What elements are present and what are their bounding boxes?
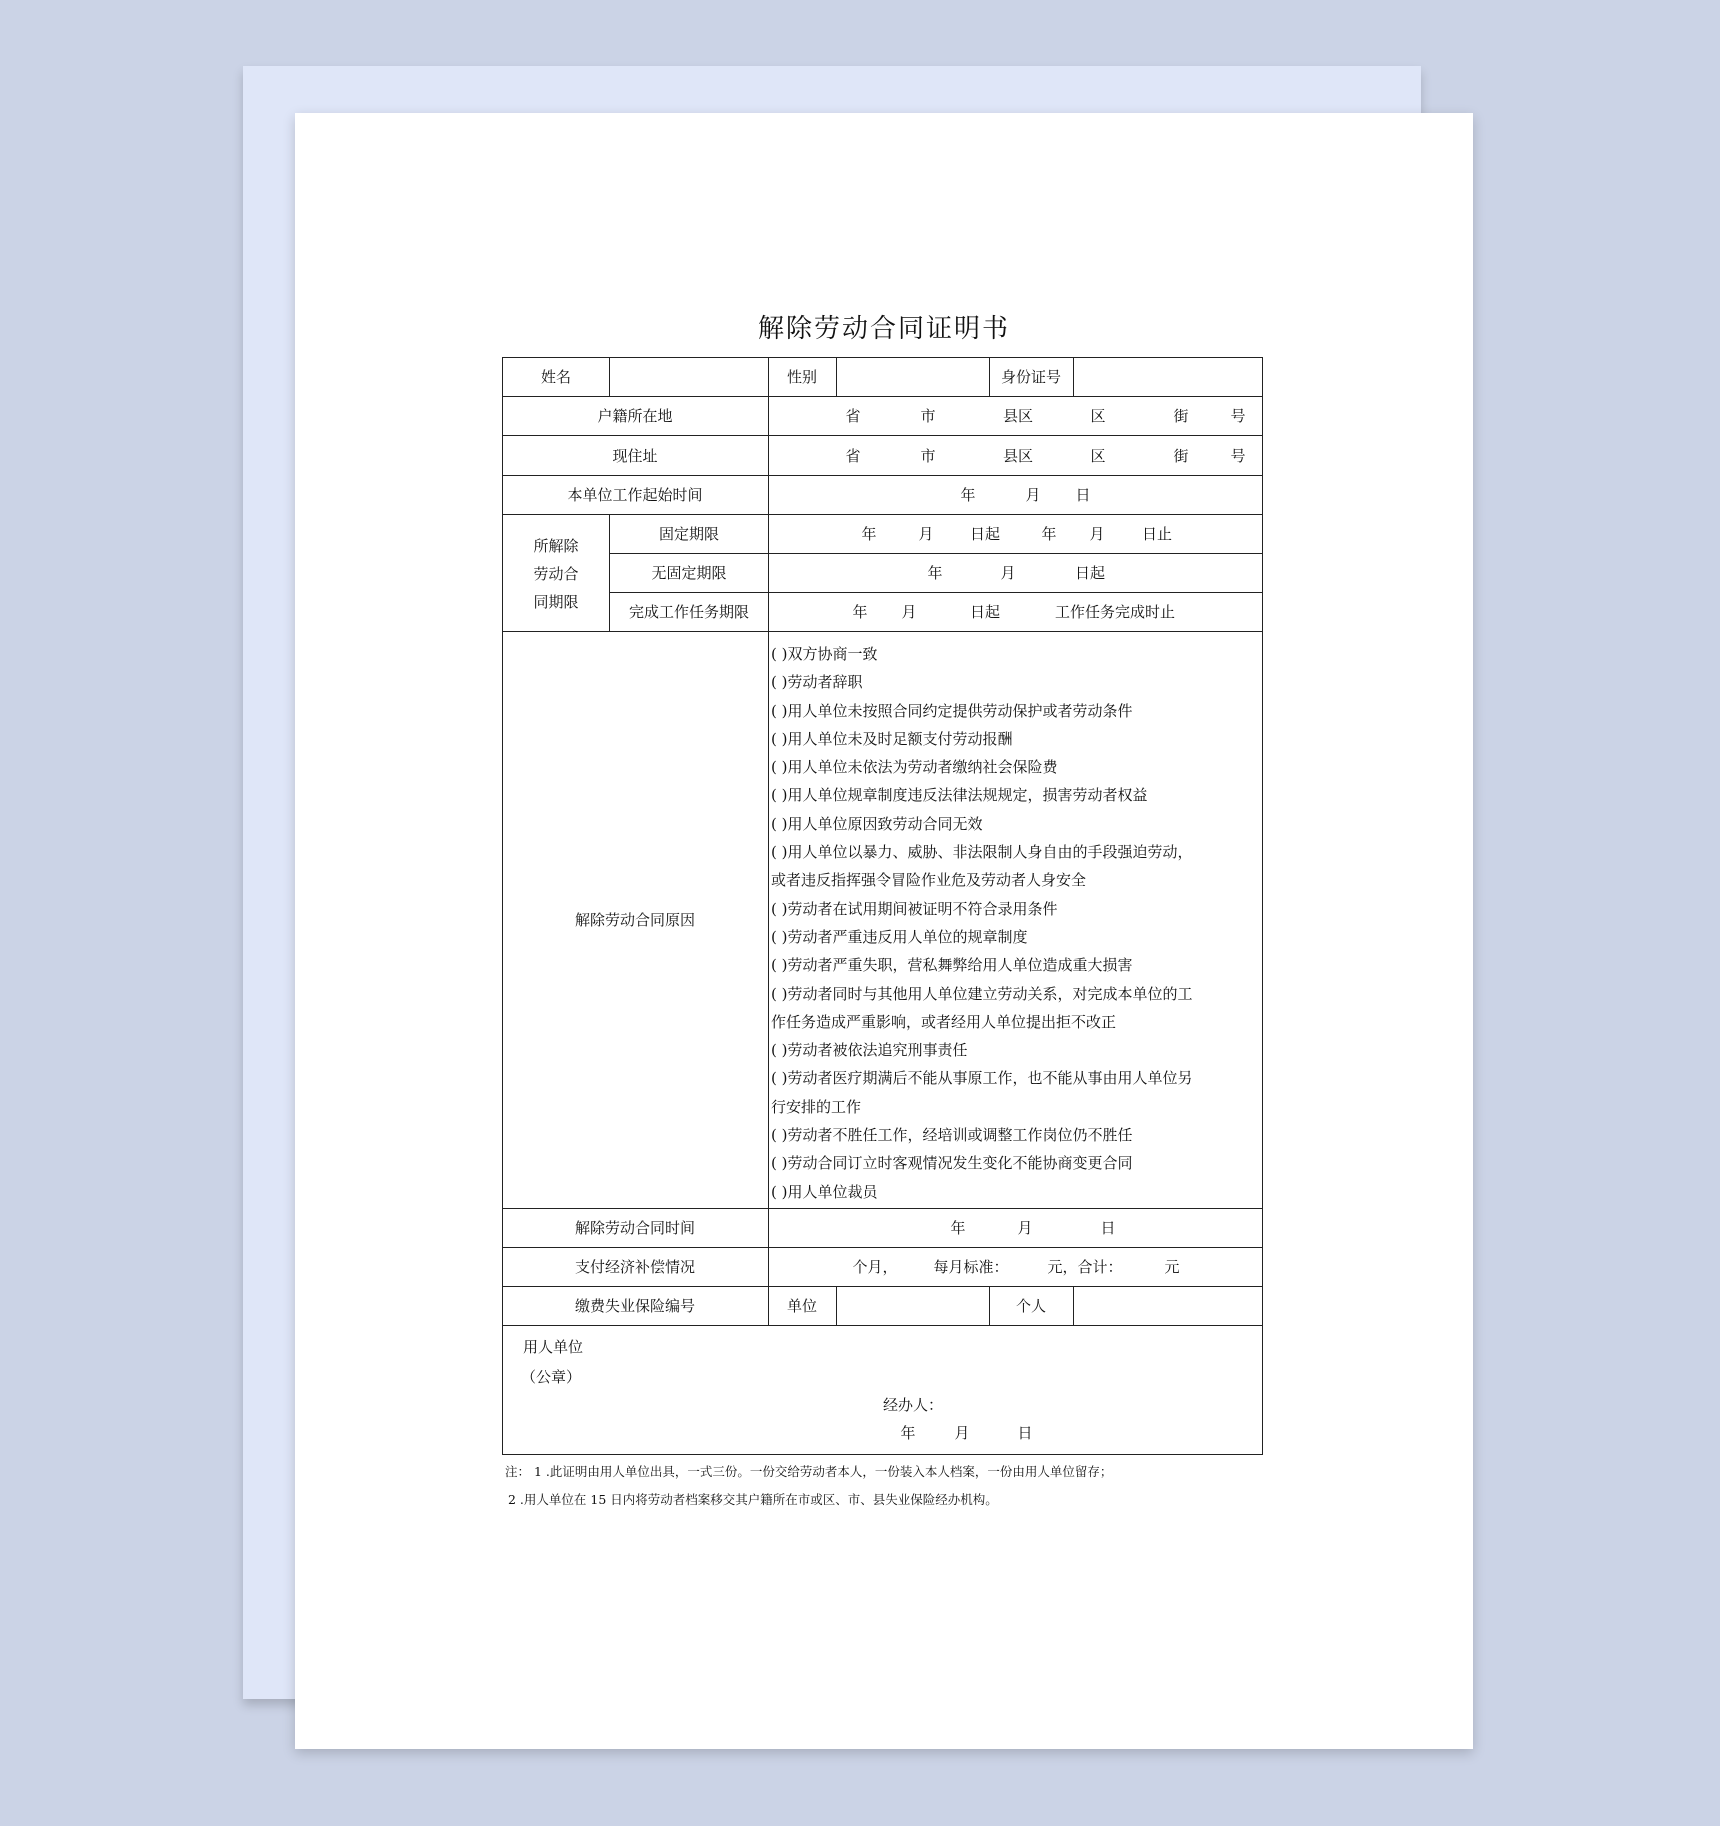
reason-item[interactable]: ( )劳动者不胜任工作，经培训或调整工作岗位仍不胜任 [771, 1126, 1133, 1145]
compensation-label: 支付经济补偿情况 [574, 1258, 696, 1276]
unit-number: 号 [1230, 447, 1246, 465]
unit-month: 月 [1017, 1219, 1033, 1237]
unit-day: 日 [1100, 1219, 1116, 1237]
insurance-unit-label: 单位 [786, 1297, 818, 1315]
term-group-label-line2: 劳动合 [533, 565, 579, 583]
unit-district: 区 [1090, 407, 1106, 425]
start-time-label: 本单位工作起始时间 [567, 486, 703, 504]
unit-month: 月 [1025, 486, 1041, 504]
reason-item[interactable]: ( )劳动合同订立时客观情况发生变化不能协商变更合同 [771, 1154, 1133, 1173]
unit-year: 年 [927, 564, 943, 582]
row-divider [609, 592, 1262, 593]
gender-label: 性别 [786, 368, 818, 386]
unit-month: 月 [901, 603, 917, 621]
reason-cell [503, 631, 1262, 1208]
unit-month: 月 [918, 525, 934, 543]
id-number-field[interactable] [1074, 358, 1262, 396]
unit-county: 县区 [1002, 407, 1034, 425]
seal-label: （公章） [521, 1368, 582, 1386]
open-term-label: 无固定期限 [651, 564, 727, 582]
name-label: 姓名 [540, 368, 572, 386]
col-divider [989, 1286, 990, 1325]
current-address-label: 现住址 [612, 447, 658, 465]
gender-field[interactable] [837, 358, 989, 396]
reason-item[interactable]: ( )用人单位规章制度违反法律法规规定，损害劳动者权益 [771, 786, 1148, 805]
unit-year: 年 [950, 1219, 966, 1237]
row-divider [503, 435, 1262, 436]
unit-year: 年 [900, 1424, 916, 1442]
unit-province: 省 [845, 447, 861, 465]
unit-year: 年 [1041, 525, 1057, 543]
name-field[interactable] [610, 358, 768, 396]
total-label: 元，合计： [1047, 1258, 1123, 1276]
insurance-personal-field[interactable] [1074, 1286, 1262, 1325]
unit-province: 省 [845, 407, 861, 425]
hukou-label: 户籍所在地 [597, 407, 673, 425]
row-divider [503, 475, 1262, 476]
row-divider [503, 1247, 1262, 1248]
unit-year: 年 [861, 525, 877, 543]
document-title: 解除劳动合同证明书 [757, 314, 1010, 344]
unit-county: 县区 [1002, 447, 1034, 465]
unit-street: 街 [1173, 407, 1189, 425]
row-divider [503, 396, 1262, 397]
reason-item[interactable]: ( )劳动者辞职 [771, 673, 863, 692]
row-divider [503, 514, 1262, 515]
reason-checklist[interactable] [771, 640, 1261, 1206]
fixed-term-label: 固定期限 [658, 525, 720, 543]
unit-day-from: 日起 [969, 603, 1001, 621]
reason-label: 解除劳动合同原因 [574, 911, 696, 929]
reason-item[interactable]: ( )用人单位以暴力、威胁、非法限制人身自由的手段强迫劳动， [771, 843, 1193, 862]
unit-day-until: 日止 [1141, 525, 1173, 543]
handler-label: 经办人： [882, 1396, 944, 1414]
unit-number: 号 [1230, 407, 1246, 425]
reason-item[interactable]: ( )劳动者医疗期满后不能从事原工作，也不能从事由用人单位另 [771, 1069, 1193, 1088]
col-divider [609, 514, 610, 631]
reason-item[interactable]: ( )用人单位原因致劳动合同无效 [771, 814, 983, 833]
reason-item-continuation: 作任务造成严重影响，或者经用人单位提出拒不改正 [771, 1012, 1117, 1031]
unit-street: 街 [1173, 447, 1189, 465]
task-term-label: 完成工作任务期限 [628, 603, 750, 621]
reason-item[interactable]: ( )劳动者在试用期间被证明不符合录用条件 [771, 899, 1058, 918]
reason-item[interactable]: ( )用人单位裁员 [771, 1182, 878, 1201]
reason-item[interactable]: ( )用人单位未依法为劳动者缴纳社会保险费 [771, 758, 1058, 777]
reason-item[interactable]: ( )劳动者严重失职，营私舞弊给用人单位造成重大损害 [771, 956, 1133, 975]
employer-label: 用人单位 [523, 1338, 584, 1356]
reason-item[interactable]: ( )用人单位未及时足额支付劳动报酬 [771, 729, 1013, 748]
reason-item-continuation: 行安排的工作 [771, 1097, 862, 1116]
unit-city: 市 [920, 407, 936, 425]
reason-item[interactable]: ( )双方协商一致 [771, 645, 878, 663]
note-line-1: 注： 1 .此证明由用人单位出具，一式三份。一份交给劳动者本人，一份装入本人档案，一份由用人单位留存； [505, 1464, 1113, 1479]
yuan-unit: 元 [1164, 1258, 1180, 1276]
unit-year: 年 [852, 603, 868, 621]
unit-month: 月 [1089, 525, 1105, 543]
document-page [295, 113, 1473, 1749]
col-divider [989, 358, 990, 396]
insurance-personal-label: 个人 [1015, 1297, 1047, 1315]
reason-item-continuation: 或者违反指挥强令冒险作业危及劳动者人身安全 [771, 871, 1087, 890]
reason-item[interactable]: ( )用人单位未按照合同约定提供劳动保护或者劳动条件 [771, 701, 1133, 720]
unit-day-from: 日起 [1074, 564, 1106, 582]
unit-month: 月 [1000, 564, 1016, 582]
certificate-form-table [502, 357, 1263, 1455]
row-divider [503, 1325, 1262, 1326]
term-group-label-line3: 同期限 [533, 593, 579, 611]
note-line-2: 2 .用人单位在 15 日内将劳动者档案移交其户籍所在市或区、市、县失业保险经办机构。 [508, 1492, 998, 1507]
row-divider [503, 1208, 1262, 1209]
reason-item[interactable]: ( )劳动者严重违反用人单位的规章制度 [771, 927, 1028, 946]
unit-day-from: 日起 [969, 525, 1001, 543]
insurance-label: 缴费失业保险编号 [574, 1297, 696, 1315]
insurance-unit-field[interactable] [837, 1286, 989, 1325]
months-unit: 个月， [852, 1258, 898, 1276]
id-number-label: 身份证号 [1000, 368, 1062, 386]
unit-day: 日 [1017, 1424, 1033, 1442]
term-group-label-line1: 所解除 [533, 537, 579, 555]
unit-month: 月 [954, 1424, 970, 1442]
terminate-time-label: 解除劳动合同时间 [574, 1219, 696, 1237]
monthly-standard-label: 每月标准： [933, 1258, 1009, 1276]
reason-item[interactable]: ( )劳动者被依法追究刑事责任 [771, 1041, 968, 1060]
unit-year: 年 [960, 486, 976, 504]
row-divider [609, 553, 1262, 554]
unit-day: 日 [1075, 486, 1091, 504]
task-complete-text: 工作任务完成时止 [1054, 603, 1176, 621]
reason-item[interactable]: ( )劳动者同时与其他用人单位建立劳动关系，对完成本单位的工 [771, 984, 1193, 1003]
unit-city: 市 [920, 447, 936, 465]
unit-district: 区 [1090, 447, 1106, 465]
